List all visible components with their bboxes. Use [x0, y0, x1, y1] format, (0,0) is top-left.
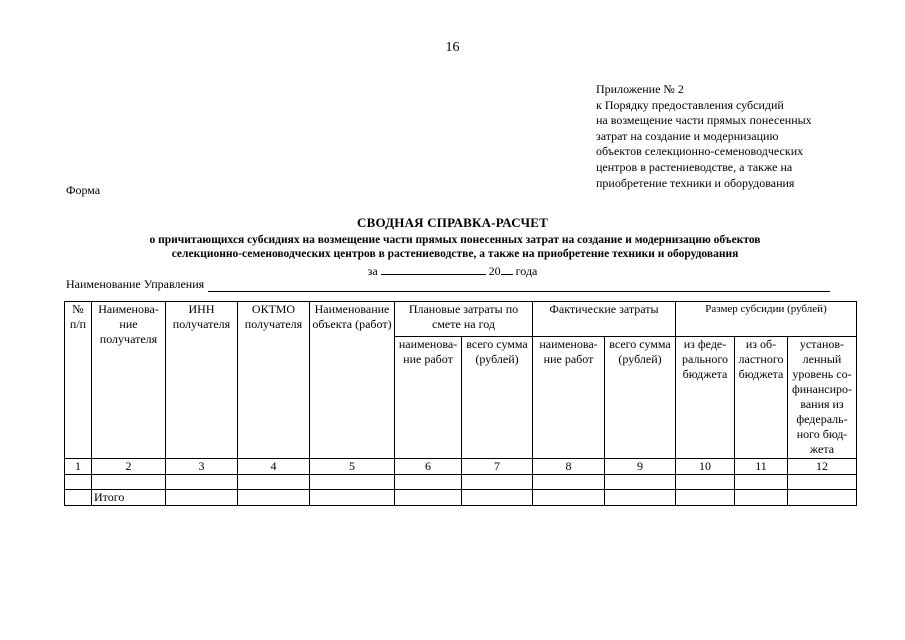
table-cell[interactable] [310, 475, 395, 490]
table-cell[interactable] [166, 475, 238, 490]
header-recipient: Наименова-ние получателя [92, 302, 166, 459]
column-number: 2 [92, 459, 166, 475]
table-cell[interactable] [65, 490, 92, 506]
appendix-line: Приложение № 2 [596, 82, 684, 96]
header-subsidy: Размер субсидии (рублей) [676, 302, 857, 337]
column-number: 9 [605, 459, 676, 475]
header-planned-works: наименова-ние работ [395, 337, 462, 459]
table-cell[interactable] [462, 475, 533, 490]
subtitle-line: о причитающихся субсидиях на возмещение части прямых понесенных затрат на создание и модернизацию объектов [149, 234, 761, 246]
table-cell[interactable] [533, 490, 605, 506]
summary-table [64, 301, 857, 506]
appendix-line: на возмещение части прямых понесенных [596, 113, 812, 128]
page-number: 16 [445, 40, 460, 55]
table-cell[interactable] [395, 475, 462, 490]
column-number: 1 [65, 459, 92, 475]
table-cell[interactable] [238, 475, 310, 490]
table-cell[interactable] [605, 490, 676, 506]
header-object: Наименование объекта (работ) [310, 302, 395, 459]
subtitle-line: селекционно-семеноводческих центров в растениеводстве, а также на приобретение техники и оборудования [171, 248, 739, 260]
header-cofinancing: установ-ленный уровень со-финансиро-вания из федераль-ного бюд-жета [788, 337, 857, 459]
period-blank[interactable] [381, 262, 486, 275]
column-number-row [65, 459, 857, 475]
table-row [65, 475, 857, 490]
form-label: Форма [66, 183, 101, 197]
appendix-line: объектов селекционно-семеноводческих [596, 144, 804, 159]
table-cell[interactable] [735, 475, 788, 490]
table-cell[interactable] [65, 475, 92, 490]
column-number: 12 [788, 459, 857, 475]
column-number: 4 [238, 459, 310, 475]
header-planned: Плановые затраты по смете на год [395, 302, 533, 337]
header-actual: Фактические затраты [533, 302, 676, 337]
header-num: № п/п [65, 302, 92, 459]
column-number: 8 [533, 459, 605, 475]
table-cell[interactable] [395, 490, 462, 506]
table-cell[interactable] [788, 490, 857, 506]
total-row [65, 490, 857, 506]
table-cell[interactable] [533, 475, 605, 490]
department-blank[interactable] [208, 279, 830, 292]
document-subtitle [60, 233, 850, 261]
column-number: 7 [462, 459, 533, 475]
appendix-block [596, 82, 896, 191]
department-line [66, 277, 830, 292]
table-cell[interactable] [462, 490, 533, 506]
period-prefix: за [367, 264, 378, 278]
header-inn: ИНН получателя [166, 302, 238, 459]
table-cell[interactable] [676, 490, 735, 506]
table-cell[interactable] [166, 490, 238, 506]
table-cell[interactable] [676, 475, 735, 490]
header-actual-sum: всего сумма (рублей) [605, 337, 676, 459]
column-number: 11 [735, 459, 788, 475]
document-title: СВОДНАЯ СПРАВКА-РАСЧЕТ [357, 215, 548, 230]
column-number: 10 [676, 459, 735, 475]
appendix-line: приобретение техники и оборудования [596, 175, 795, 190]
header-planned-sum: всего сумма (рублей) [462, 337, 533, 459]
total-label: Итого [92, 490, 166, 506]
header-oktmo: ОКТМО получателя [238, 302, 310, 459]
year-blank[interactable] [501, 262, 513, 275]
column-number: 5 [310, 459, 395, 475]
column-number: 3 [166, 459, 238, 475]
table-cell[interactable] [92, 475, 166, 490]
year-prefix: 20 [488, 264, 501, 278]
table-cell[interactable] [310, 490, 395, 506]
table-cell[interactable] [735, 490, 788, 506]
header-actual-works: наименова-ние работ [533, 337, 605, 459]
appendix-line: центров в растениеводстве, а также на [596, 159, 793, 174]
department-label: Наименование Управления [66, 277, 205, 291]
table-cell[interactable] [605, 475, 676, 490]
appendix-line: затрат на создание и модернизацию [596, 128, 779, 143]
period-suffix: года [515, 264, 538, 278]
appendix-line: к Порядку предоставления субсидий [596, 97, 784, 112]
table-cell[interactable] [788, 475, 857, 490]
table-cell[interactable] [238, 490, 310, 506]
header-federal: из феде-рального бюджета [676, 337, 735, 459]
column-number: 6 [395, 459, 462, 475]
header-regional: из об-ластного бюджета [735, 337, 788, 459]
